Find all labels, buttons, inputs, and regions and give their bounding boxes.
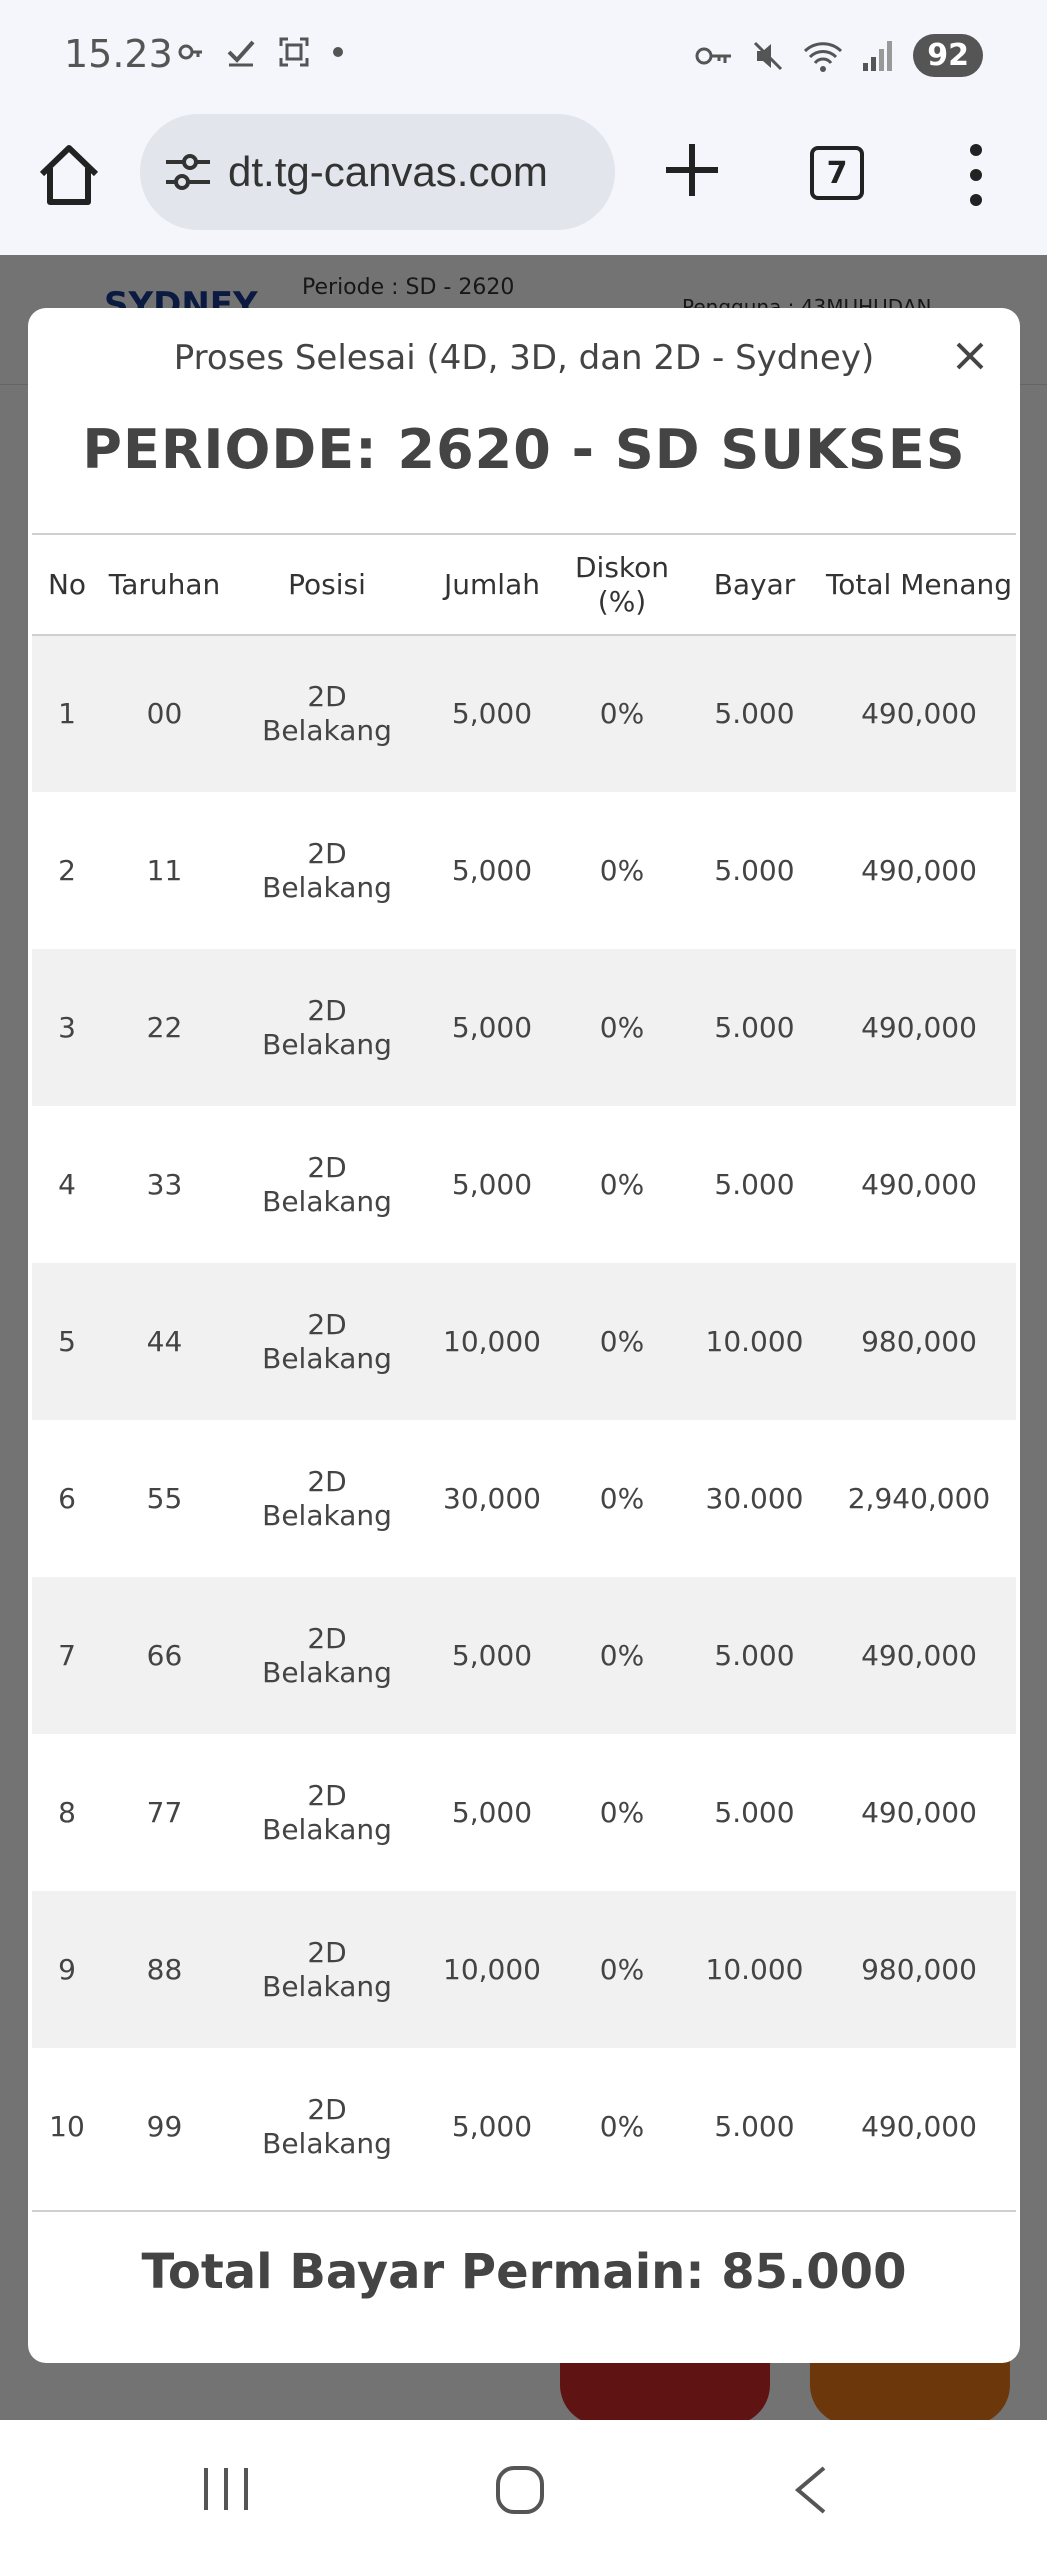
table-header-row [32,535,1016,635]
cell-bayar: 5.000 [687,1577,822,1734]
cell-bayar: 5.000 [687,1106,822,1263]
signal-icon [861,39,895,73]
table-row [32,1734,1016,1891]
close-icon[interactable] [950,336,990,376]
column-header-jumlah: Jumlah [427,535,557,635]
wifi-icon [803,39,843,73]
cell-jumlah: 10,000 [427,1891,557,2048]
cell-no: 10 [32,2048,102,2205]
cell-posisi: 2D Belakang [227,1106,427,1263]
cell-posisi: 2D Belakang [227,1734,427,1891]
cell-taruhan: 99 [102,2048,227,2205]
cell-taruhan: 77 [102,1734,227,1891]
status-right-icons [695,34,983,77]
divider [32,2210,1016,2212]
table-row [32,1106,1016,1263]
table-row [32,1420,1016,1577]
cell-total-menang: 490,000 [822,635,1016,792]
cell-diskon: 0% [557,792,687,949]
table-row [32,949,1016,1106]
cell-total-menang: 2,940,000 [822,1420,1016,1577]
bet-table [32,535,1016,2205]
back-icon[interactable] [790,2464,830,2516]
table-row [32,635,1016,792]
cell-diskon: 0% [557,1734,687,1891]
cell-diskon: 0% [557,2048,687,2205]
cell-posisi: 2D Belakang [227,1263,427,1420]
browser-toolbar [0,110,1047,255]
cell-taruhan: 88 [102,1891,227,2048]
cell-taruhan: 00 [102,635,227,792]
tab-switcher-button[interactable] [810,146,864,200]
table-row [32,1577,1016,1734]
table-row [32,1263,1016,1420]
cell-posisi: 2D Belakang [227,949,427,1106]
column-header-no: No [32,535,102,635]
cell-bayar: 5.000 [687,2048,822,2205]
cell-total-menang: 490,000 [822,1577,1016,1734]
cell-bayar: 5.000 [687,949,822,1106]
table-row [32,1891,1016,2048]
cell-no: 3 [32,949,102,1106]
url-text[interactable]: dt.tg-canvas.com [228,148,548,195]
cell-jumlah: 5,000 [427,1577,557,1734]
home-icon[interactable] [34,140,104,210]
cell-jumlah: 10,000 [427,1263,557,1420]
cell-no: 9 [32,1891,102,2048]
cell-no: 4 [32,1106,102,1263]
cell-jumlah: 5,000 [427,792,557,949]
cell-jumlah: 5,000 [427,2048,557,2205]
cell-bayar: 5.000 [687,792,822,949]
dot-icon [332,46,344,58]
cell-no: 8 [32,1734,102,1891]
cell-total-menang: 490,000 [822,1734,1016,1891]
cell-no: 2 [32,792,102,949]
cell-jumlah: 30,000 [427,1420,557,1577]
cell-total-menang: 980,000 [822,1891,1016,2048]
column-header-taruhan: Taruhan [102,535,227,635]
total-bayar: Total Bayar Permain: 85.000 [141,2244,907,2300]
modal-title: Proses Selesai (4D, 3D, dan 2D - Sydney) [173,338,875,378]
nav-home-icon[interactable] [494,2464,546,2516]
cell-diskon: 0% [557,1106,687,1263]
vpn-key-icon [695,43,733,69]
cell-bayar: 30.000 [687,1420,822,1577]
cell-posisi: 2D Belakang [227,792,427,949]
cell-taruhan: 11 [102,792,227,949]
cell-bayar: 10.000 [687,1263,822,1420]
cell-no: 7 [32,1577,102,1734]
cell-posisi: 2D Belakang [227,1891,427,2048]
column-header-diskon: Diskon (%) [557,535,687,635]
status-time: 15.23 [64,32,173,76]
status-left-icons [178,36,344,68]
status-bar [0,0,1047,110]
cell-posisi: 2D Belakang [227,635,427,792]
vpn-key-icon [178,39,204,65]
navigation-bar [0,2420,1047,2560]
mute-icon [751,39,785,73]
check-icon [226,37,256,67]
address-bar[interactable] [140,114,615,230]
modal-heading: PERIODE: 2620 - SD SUKSES [82,418,966,481]
cell-posisi: 2D Belakang [227,1420,427,1577]
cell-no: 5 [32,1263,102,1420]
cell-posisi: 2D Belakang [227,2048,427,2205]
recent-apps-icon[interactable] [200,2466,252,2512]
site-settings-icon[interactable] [162,146,214,198]
new-tab-icon[interactable] [660,138,724,202]
cell-no: 1 [32,635,102,792]
column-header-total-menang: Total Menang [822,535,1016,635]
cell-no: 6 [32,1420,102,1577]
tab-count: 7 [826,155,848,191]
cell-taruhan: 55 [102,1420,227,1577]
cell-diskon: 0% [557,1263,687,1420]
more-menu-icon[interactable] [964,140,988,210]
cell-diskon: 0% [557,949,687,1106]
cell-jumlah: 5,000 [427,1106,557,1263]
cell-diskon: 0% [557,1891,687,2048]
cell-diskon: 0% [557,1577,687,1734]
screenshot-icon [278,36,310,68]
result-modal [28,308,1020,2363]
column-header-posisi: Posisi [227,535,427,635]
cell-jumlah: 5,000 [427,949,557,1106]
column-header-bayar: Bayar [687,535,822,635]
cell-bayar: 5.000 [687,635,822,792]
cell-total-menang: 490,000 [822,949,1016,1106]
cell-total-menang: 980,000 [822,1263,1016,1420]
cell-diskon: 0% [557,1420,687,1577]
table-row [32,792,1016,949]
cell-total-menang: 490,000 [822,2048,1016,2205]
cell-taruhan: 33 [102,1106,227,1263]
cell-taruhan: 66 [102,1577,227,1734]
cell-diskon: 0% [557,635,687,792]
cell-bayar: 10.000 [687,1891,822,2048]
cell-jumlah: 5,000 [427,635,557,792]
cell-taruhan: 22 [102,949,227,1106]
cell-total-menang: 490,000 [822,1106,1016,1263]
cell-jumlah: 5,000 [427,1734,557,1891]
cell-bayar: 5.000 [687,1734,822,1891]
cell-posisi: 2D Belakang [227,1577,427,1734]
table-row [32,2048,1016,2205]
cell-taruhan: 44 [102,1263,227,1420]
battery-level: 92 [913,34,983,77]
cell-total-menang: 490,000 [822,792,1016,949]
